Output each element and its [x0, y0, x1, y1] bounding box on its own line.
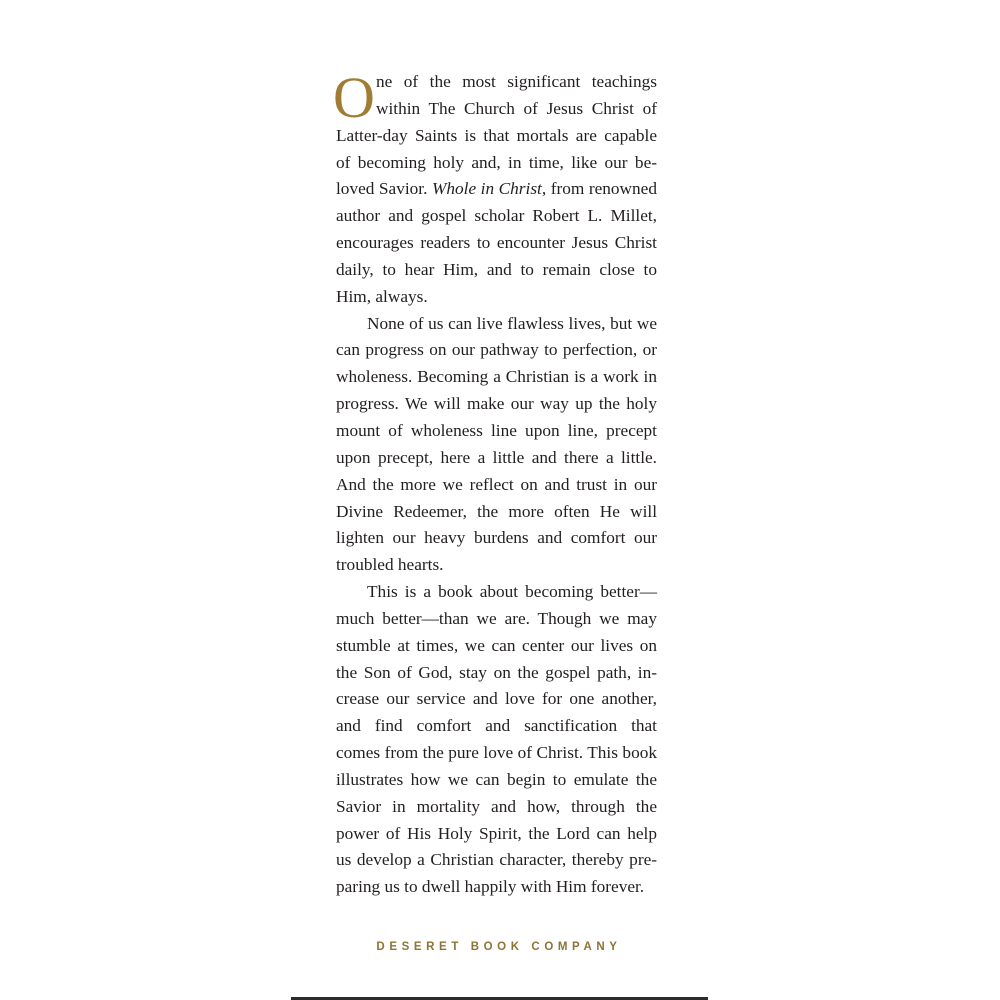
text-line: None of us can live flawless lives, but we: [367, 313, 657, 333]
text-line: progress. We will make our way up the holy: [336, 394, 657, 414]
text-line: the Son of God, stay on the gospel path, in-: [336, 662, 657, 682]
text-segment: loved Savior.: [336, 179, 432, 199]
text-line: paring us to dwell happily with Him forever.: [336, 877, 645, 897]
drop-cap: O: [333, 65, 375, 130]
text-line: This is a book about becoming better—: [367, 582, 657, 602]
text-line: crease our service and love for one another,: [336, 689, 657, 709]
text-line: daily, to hear Him, and to remain close to: [336, 259, 657, 279]
text-line: us develop a Christian character, thereby pre-: [336, 850, 657, 870]
text-line: upon precept, here a little and there a little.: [336, 447, 657, 467]
paragraph: [336, 69, 657, 311]
text-line: Divine Redeemer, the more often He will: [336, 501, 657, 521]
text-line: [336, 176, 657, 203]
text-line: wholeness. Becoming a Christian is a work in: [336, 367, 657, 387]
text-line: within The Church of Jesus Christ of: [376, 98, 657, 118]
text-line: Latter-day Saints is that mortals are capable: [336, 125, 657, 145]
text-line: can progress on our pathway to perfection, or: [336, 340, 657, 360]
paragraph: [336, 579, 657, 901]
publisher-imprint: DESERET BOOK COMPANY: [376, 941, 622, 953]
text-line: mount of wholeness line upon line, precept: [336, 420, 657, 440]
paragraph: [336, 311, 657, 579]
flap-copy: [333, 65, 657, 901]
text-line: stumble at times, we can center our lives on: [336, 635, 657, 655]
text-line: and find comfort and sanctification that: [336, 716, 657, 736]
text-line: And the more we reflect on and trust in our: [336, 474, 657, 494]
text-line: illustrates how we can begin to emulate the: [336, 769, 657, 789]
text-line: author and gospel scholar Robert L. Millet,: [336, 206, 657, 226]
book-title: Whole in Christ: [431, 179, 542, 199]
text-line: Him, always.: [336, 286, 428, 306]
text-line: lighten our heavy burdens and comfort our: [336, 528, 657, 548]
text-line: encourages readers to encounter Jesus Christ: [336, 233, 657, 253]
text-line: of becoming holy and, in time, like our be-: [336, 152, 657, 172]
text-segment: , from renowned: [541, 179, 657, 199]
text-line: ne of the most significant teachings: [376, 72, 657, 91]
text-line: troubled hearts.: [336, 555, 444, 575]
text-line: much better—than we are. Though we may: [336, 608, 657, 628]
text-line: comes from the pure love of Christ. This book: [336, 743, 657, 763]
text-line: power of His Holy Spirit, the Lord can help: [336, 823, 657, 843]
text-line: Savior in mortality and how, through the: [336, 796, 657, 816]
